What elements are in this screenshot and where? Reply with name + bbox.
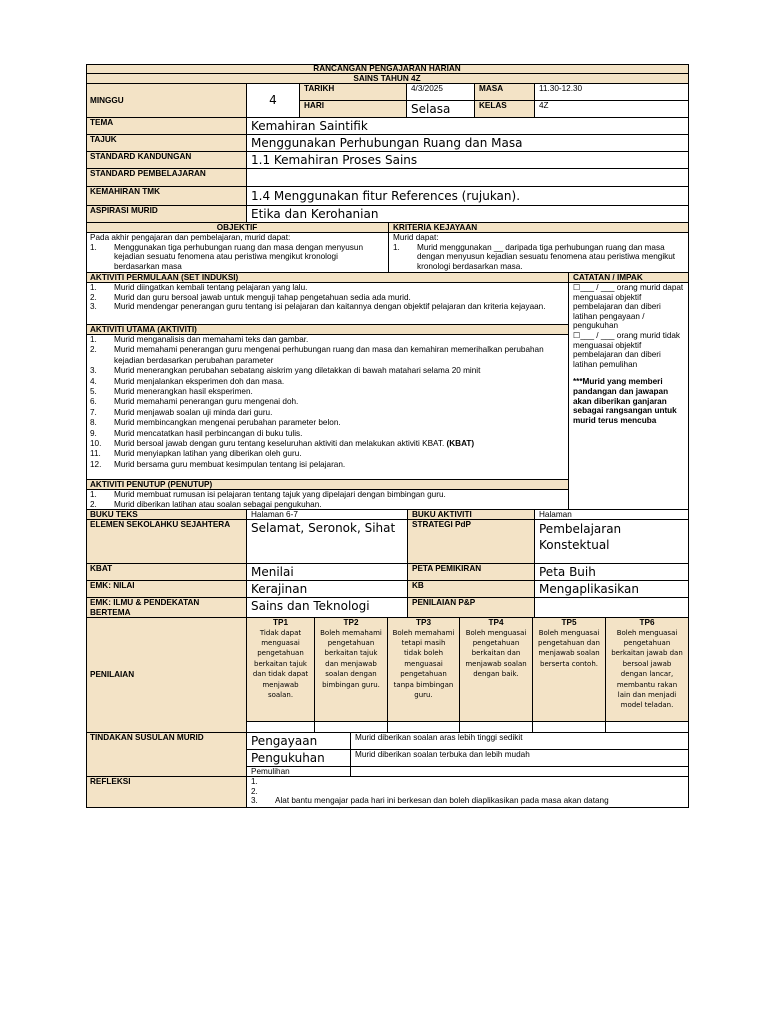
utama-item-num: 11.: [90, 449, 101, 459]
objektif-content: [86, 233, 389, 273]
objektif-item: [90, 243, 384, 272]
permulaan-item: [90, 283, 564, 293]
penutup-item-text: Murid membuat rumusan isi pelajaran tentang tajuk yang dipelajari dengan bimbingan guru.: [114, 490, 446, 499]
tarikh-value: 4/3/2025: [407, 84, 475, 101]
kemahiran-tmk-value: 1.4 Menggunakan fitur References (rujukan).: [247, 187, 689, 206]
permulaan-item-num: 1.: [90, 283, 97, 292]
utama-item: [90, 439, 564, 449]
tarikh-label: TARIKH: [300, 84, 407, 101]
catatan-line-1: ☐___ / ___ orang murid dapat menguasai objektif pembelajaran dan diberi latihan pengayaan / pengukuhan: [573, 283, 684, 331]
aspirasi-murid-label: ASPIRASI MURID: [86, 206, 247, 223]
tp6-title: TP6: [639, 618, 655, 627]
objektif-item-text: Menggunakan tiga perhubungan ruang dan masa dengan menyusun kejadian sesuatu fenomena atau peristiwa mengikut kronologi berdasarkan masa: [114, 242, 363, 271]
aktiviti-penutup-content: [86, 490, 569, 510]
kriteria-item: [393, 243, 684, 272]
utama-item: [90, 366, 564, 376]
utama-item: [90, 449, 564, 459]
peta-label: PETA PEMIKIRAN: [408, 564, 535, 581]
emk-ilmu-label: EMK: ILMU & PENDEKATAN BERTEMA: [86, 598, 247, 618]
aktiviti-utama-content: [86, 335, 569, 480]
strategi-value: Pembelajaran Konstektual: [535, 520, 689, 564]
permulaan-item-num: 3.: [90, 302, 97, 312]
tp2-desc: Boleh memahami pengetahuan berkaitan tajuk dan menjawab soalan dengan bimbingan guru.: [320, 628, 382, 689]
tp1-mark[interactable]: [247, 722, 315, 733]
tp1-cell: [247, 618, 315, 722]
standard-kandungan-label: STANDARD KANDUNGAN: [86, 152, 247, 169]
penilaian-pp-value: [535, 598, 689, 618]
utama-item-num: 6.: [90, 397, 97, 407]
penutup-item: [90, 500, 564, 510]
tp3-title: TP3: [415, 618, 432, 627]
tp5-title: TP5: [561, 618, 577, 627]
aktiviti-penutup-header: AKTIVITI PENUTUP (PENUTUP): [86, 480, 569, 490]
refleksi-content: [247, 777, 689, 808]
tindakan-desc-pemulihan: [351, 767, 689, 777]
permulaan-item-text: Murid dan guru bersoal jawab untuk menguji tahap pengetahuan sedia ada murid.: [114, 292, 411, 302]
aktiviti-permulaan-content: [86, 283, 569, 325]
lesson-plan-form: [86, 64, 689, 808]
tp6-cell: [606, 618, 689, 722]
buku-aktiviti-label: BUKU AKTIVITI: [408, 510, 535, 520]
tema-label: TEMA: [86, 118, 247, 135]
utama-item: [90, 429, 564, 439]
tindakan-type-pengukuhan: Pengukuhan: [247, 750, 351, 767]
refleksi-item: [251, 777, 684, 787]
tp2-title: TP2: [343, 618, 359, 627]
standard-pembelajaran-value: [247, 169, 689, 187]
refleksi-item-num: 2.: [251, 786, 258, 796]
doc-title: RANCANGAN PENGAJARAN HARIAN: [86, 64, 689, 74]
tindakan-desc-pengukuhan: Murid diberikan soalan terbuka dan lebih mudah: [351, 750, 689, 767]
emk-nilai-label: EMK: NILAI: [86, 581, 247, 598]
permulaan-item: [90, 302, 564, 312]
tindakan-type-pengayaan: Pengayaan: [247, 733, 351, 750]
objektif-header: OBJEKTIF: [86, 223, 389, 233]
doc-subtitle: SAINS TAHUN 4Z: [86, 74, 689, 84]
elemen-value: Selamat, Seronok, Sihat: [247, 520, 408, 564]
tp1-title: TP1: [272, 618, 289, 627]
utama-item: [90, 345, 564, 366]
kriteria-item-text: Murid menggunakan __ daripada tiga perhubungan ruang dan masa dengan menyusun kejadian sesuatu fenomena atau peristiwa mengikut kronologi berdasarkan masa.: [417, 242, 676, 271]
standard-kandungan-value: 1.1 Kemahiran Proses Sains: [247, 152, 689, 169]
utama-item-text: Murid mencatatkan hasil perbincangan di buku tulis.: [114, 428, 303, 438]
kbat-value: Menilai: [247, 564, 408, 581]
tp3-mark[interactable]: [388, 722, 460, 733]
kb-label: KB: [408, 581, 535, 598]
kriteria-content: [389, 233, 689, 273]
refleksi-item-text: Alat bantu mengajar pada hari ini berkesan dan boleh diaplikasikan pada masa akan datang: [275, 796, 609, 806]
tp4-title: TP4: [488, 618, 504, 627]
utama-item-num: 12.: [90, 459, 102, 469]
buku-teks-value: Halaman 6-7: [247, 510, 408, 520]
tindakan-desc-pengayaan: Murid diberikan soalan aras lebih tinggi sedikit: [351, 733, 689, 750]
kriteria-item-num: 1.: [393, 242, 400, 252]
standard-pembelajaran-label: STANDARD PEMBELAJARAN: [86, 169, 247, 187]
peta-value: Peta Buih: [535, 564, 689, 581]
penilaian-pp-label: PENILAIAN P&P: [408, 598, 535, 618]
utama-item: [90, 387, 564, 397]
hari-label: HARI: [300, 101, 407, 118]
elemen-label: ELEMEN SEKOLAHKU SEJAHTERA: [86, 520, 247, 564]
utama-item-text: Murid bersama guru membuat kesimpulan tentang isi pelajaran.: [114, 459, 346, 469]
permulaan-item: [90, 293, 564, 303]
objektif-intro: Pada akhir pengajaran dan pembelajaran, murid dapat:: [90, 233, 291, 242]
buku-teks-label: BUKU TEKS: [86, 510, 247, 520]
penutup-item-text: Murid diberikan latihan atau soalan sebagai pengukuhan.: [114, 499, 322, 509]
refleksi-item: [251, 796, 684, 806]
utama-item-text: Murid membincangkan mengenai perubahan parameter belon.: [114, 418, 341, 428]
kelas-value: 4Z: [535, 101, 689, 118]
utama-item-num: 3.: [90, 366, 97, 376]
utama-item-num: 7.: [90, 407, 97, 417]
utama-item-num: 8.: [90, 418, 97, 428]
tp5-cell: [533, 618, 606, 722]
buku-aktiviti-value: Halaman: [535, 510, 689, 520]
minggu-value: 4: [247, 84, 300, 118]
tindakan-type-pemulihan: Pemulihan: [247, 767, 351, 777]
tp3-cell: [388, 618, 460, 722]
kriteria-header: KRITERIA KEJAYAAN: [389, 223, 689, 233]
penutup-item-num: 2.: [90, 499, 97, 509]
masa-value: 11.30-12.30: [535, 84, 689, 101]
catatan-header: CATATAN / IMPAK: [569, 273, 689, 283]
catatan-note: ***Murid yang memberi pandangan dan jawapan akan diberikan ganjaran sebagai rangsangan untuk murid terus mencuba: [573, 377, 677, 425]
penilaian-label: PENILAIAN: [86, 618, 247, 733]
tp1-desc: Tidak dapat menguasai pengetahuan berkaitan tajuk dan tidak dapat menjawab soalan.: [252, 628, 309, 700]
tindakan-label: TINDAKAN SUSULAN MURID: [86, 733, 247, 777]
utama-item-text: Murid menerangkan hasil eksperimen.: [114, 387, 253, 397]
tema-value: Kemahiran Saintifik: [247, 118, 689, 135]
kbat-label: KBAT: [86, 564, 247, 581]
catatan-content: [569, 283, 689, 510]
utama-item-text: Murid menerangkan perubahan sebatang aiskrim yang diletakkan di bawah matahari selama 20 minit: [114, 366, 481, 376]
permulaan-item-text: Murid diingatkan kembali tentang pelajaran yang lalu.: [114, 283, 308, 292]
utama-item-num: 9.: [90, 428, 97, 438]
penutup-item: [90, 490, 564, 500]
utama-item-num: 1.: [90, 335, 97, 344]
utama-item-text: Murid memahami penerangan guru mengenai perhubungan ruang dan masa dan kemahiran memerihalkan perubahan kejadian berdasarkan perubahan parameter: [114, 345, 544, 365]
utama-item-text: Murid menjawab soalan uji minda dari guru.: [114, 407, 273, 417]
utama-item: [90, 460, 564, 470]
tp4-mark[interactable]: [460, 722, 533, 733]
kbat-tag: (KBAT): [446, 439, 475, 449]
kriteria-intro: Murid dapat:: [393, 233, 439, 242]
minggu-label: MINGGU: [86, 84, 247, 118]
aktiviti-permulaan-header: AKTIVITI PERMULAAN (SET INDUKSI): [86, 273, 569, 283]
tp5-desc: Boleh menguasai pengetahuan dan menjawab soalan berserta contoh.: [538, 628, 600, 668]
utama-item: [90, 397, 564, 407]
utama-item-text: Murid menyiapkan latihan yang diberikan oleh guru.: [114, 449, 302, 459]
refleksi-item: [251, 787, 684, 797]
refleksi-item-num: 1.: [251, 777, 258, 786]
utama-item-num: 10.: [90, 439, 102, 449]
tp6-mark[interactable]: [606, 722, 689, 733]
utama-item-text: Murid memahami penerangan guru mengenai doh.: [114, 397, 299, 407]
tp4-cell: [460, 618, 533, 722]
utama-item-num: 5.: [90, 387, 97, 397]
hari-value: Selasa: [407, 101, 475, 118]
permulaan-item-num: 2.: [90, 292, 97, 302]
tp2-mark[interactable]: [315, 722, 388, 733]
permulaan-item-text: Murid mendengar penerangan guru tentang isi pelajaran dan kaitannya dengan objektif pelajaran dan kriteria kejayaan.: [114, 302, 546, 312]
kb-value: Mengaplikasikan: [535, 581, 689, 598]
masa-label: MASA: [475, 84, 535, 101]
utama-item: [90, 408, 564, 418]
penutup-item-num: 1.: [90, 490, 97, 499]
utama-item: [90, 335, 564, 345]
emk-nilai-value: Kerajinan: [247, 581, 408, 598]
tajuk-label: TAJUK: [86, 135, 247, 152]
utama-item-text: Murid bersoal jawab dengan guru tentang keseluruhan aktiviti dan melakukan aktiviti KBAT.: [114, 439, 445, 449]
tp3-desc: Boleh memahami tetapi masih tidak boleh menguasai pengetahuan tanpa bimbingan guru.: [392, 628, 455, 700]
aktiviti-utama-header: AKTIVITI UTAMA (AKTIVITI): [86, 325, 569, 335]
utama-item-text: Murid menjalankan eksperimen doh dan masa.: [114, 376, 285, 386]
refleksi-label: REFLEKSI: [86, 777, 247, 808]
utama-item: [90, 418, 564, 428]
kelas-label: KELAS: [475, 101, 535, 118]
emk-ilmu-value: Sains dan Teknologi: [247, 598, 408, 618]
utama-item-text: Murid menganalisis dan memahami teks dan gambar.: [114, 335, 309, 344]
strategi-label: STRATEGI PdP: [408, 520, 535, 564]
tp2-cell: [315, 618, 388, 722]
tp4-desc: Boleh menguasai pengetahuan berkaitan dan menjawab soalan dengan baik.: [465, 628, 527, 679]
utama-item-num: 4.: [90, 376, 97, 386]
objektif-item-num: 1.: [90, 242, 97, 252]
refleksi-item-num: 3.: [251, 796, 258, 806]
catatan-line-2: ☐___ / ___ orang murid tidak menguasai objektif pembelajaran dan diberi latihan pemulihan: [573, 330, 681, 369]
tp5-mark[interactable]: [533, 722, 606, 733]
tp6-desc: Boleh menguasai pengetahuan berkaitan jawab dan bersoal jawab dengan lancar, membantu rakan lain dan menjadi model teladan.: [611, 628, 683, 710]
kemahiran-tmk-label: KEMAHIRAN TMK: [86, 187, 247, 206]
aspirasi-murid-value: Etika dan Kerohanian: [247, 206, 689, 223]
tajuk-value: Menggunakan Perhubungan Ruang dan Masa: [247, 135, 689, 152]
utama-item: [90, 377, 564, 387]
utama-item-num: 2.: [90, 345, 97, 355]
